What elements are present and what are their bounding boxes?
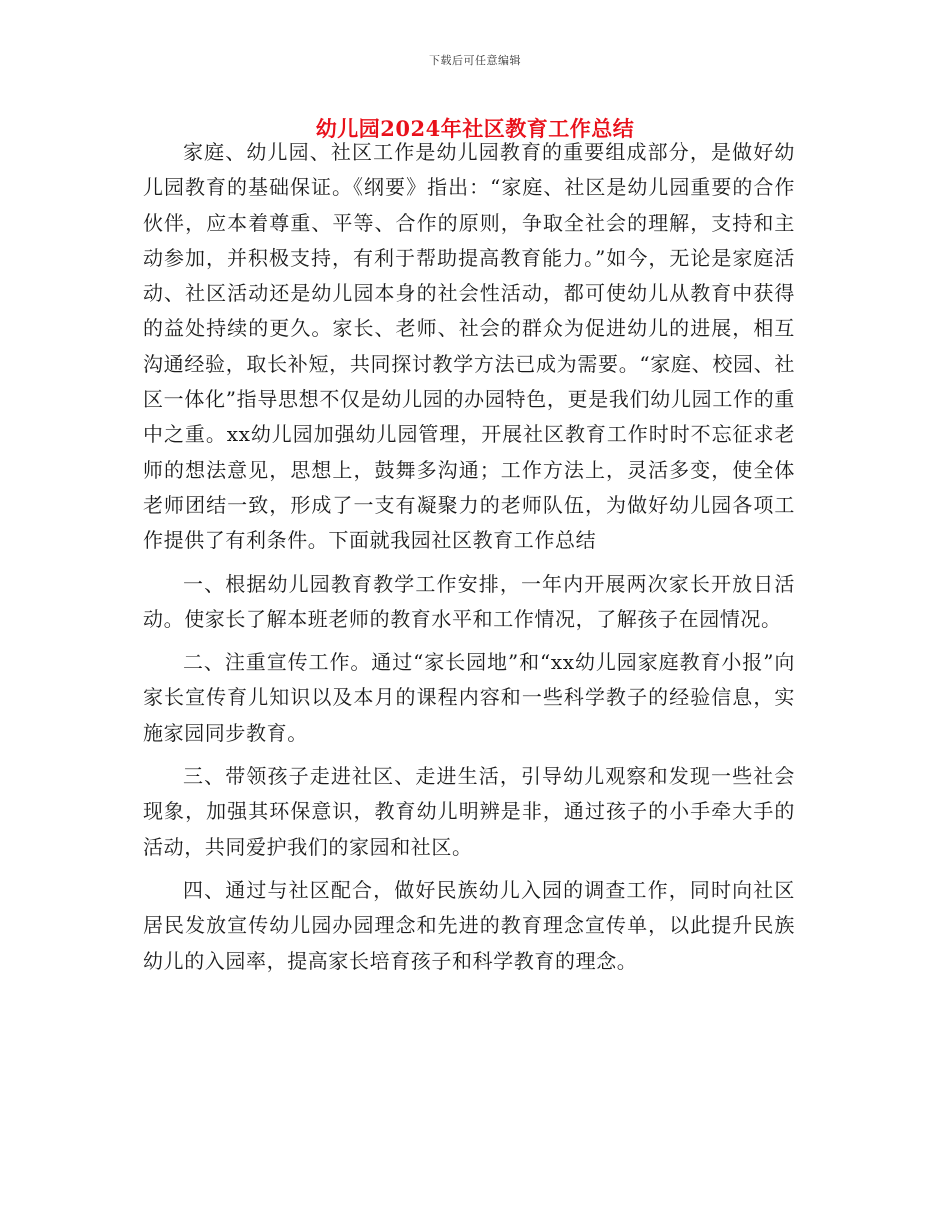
paragraph-item-4: 四、通过与社区配合，做好民族幼儿入园的调查工作，同时向社区居民发放宣传幼儿园办园理念和先进的教育理念宣传单，以此提升民族幼儿的入园率，提高家长培育孩子和科学教育的理念。: [143, 877, 795, 973]
header-note: 下载后可任意编辑: [429, 54, 521, 67]
paragraph-item-1: 一、根据幼儿园教育教学工作安排，一年内开展两次家长开放日活动。使家长了解本班老师的教育水平和工作情况，了解孩子在园情况。: [143, 571, 795, 631]
document-title: 幼儿园2024年社区教育工作总结: [315, 116, 635, 141]
paragraph-item-3: 三、带领孩子走进社区、走进生活，引导幼儿观察和发现一些社会现象，加强其环保意识，教育幼儿明辨是非，通过孩子的小手牵大手的活动，共同爱护我们的家园和社区。: [143, 764, 795, 859]
document-body: [143, 135, 795, 979]
paragraph-item-2: 二、注重宣传工作。通过“家长园地”和“xx幼儿园家庭教育小报”向家长宣传育儿知识以及本月的课程内容和一些科学教子的经验信息，实施家园同步教育。: [143, 650, 796, 745]
paragraph-intro: 家庭、幼儿园、社区工作是幼儿园教育的重要组成部分，是做好幼儿园教育的基础保证。《纲要》指出：“家庭、社区是幼儿园重要的合作伙伴，应本着尊重、平等、合作的原则，争取全社会的理解，支持和主动参加，并积极支持，有利于帮助提高教育能力。”如今，无论是家庭活动、社区活动还是幼儿园本身的社会性活动，都可使幼儿从教育中获得的益处持续的更久。家长、老师、社会的群众为促进幼儿的进展，相互沟通经验，取长补短，共同探讨教学方法已成为需要。“家庭、校园、社区一体化”指导思想不仅是幼儿园的办园特色，更是我们幼儿园工作的重中之重。xx幼儿园加强幼儿园管理，开展社区教育工作时时不忘征求老师的想法意见，思想上，鼓舞多沟通；工作方法上，灵活多变，使全体老师团结一致，形成了一支有凝聚力的老师队伍，为做好幼儿园各项工作提供了有利条件。下面就我园社区教育工作总结: [143, 140, 795, 553]
